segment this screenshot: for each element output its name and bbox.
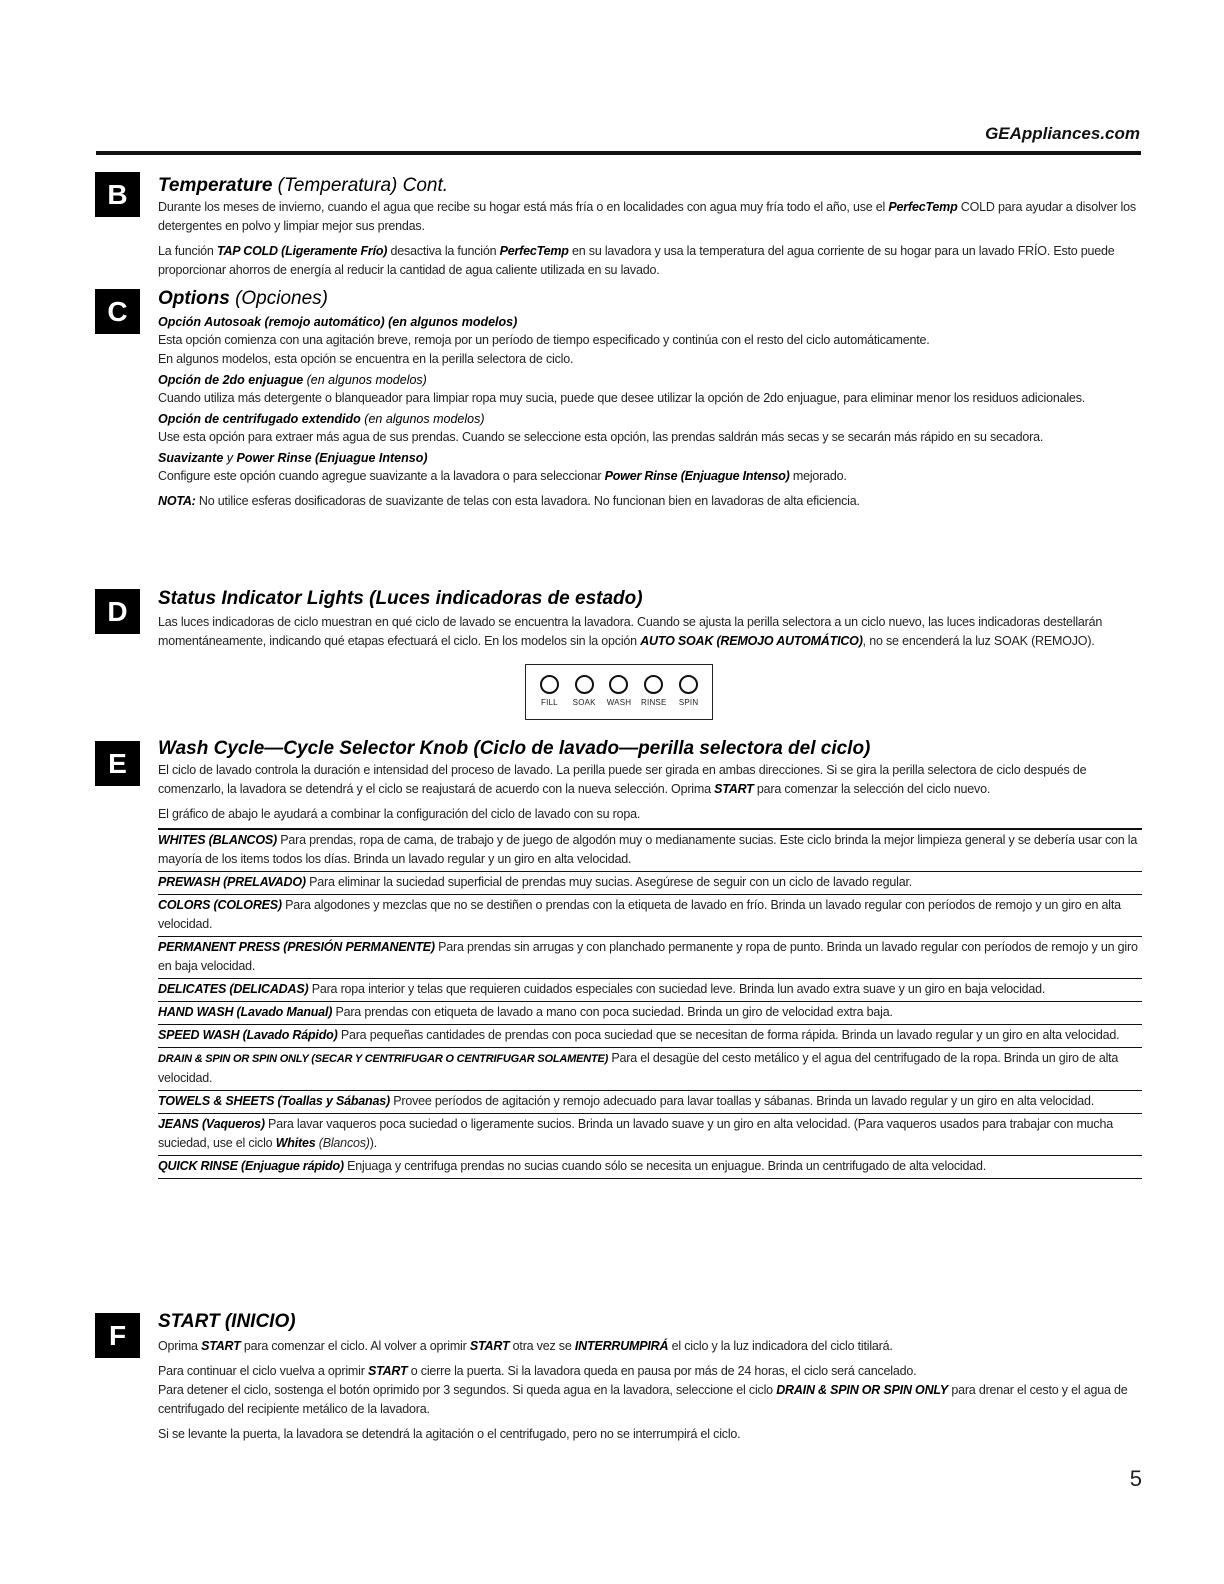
paragraph xyxy=(158,1381,1142,1419)
text: el ciclo y la luz indicadora del ciclo titilará. xyxy=(668,1339,893,1353)
text: o cierre la puerta. Si la lavadora queda en pausa por más de 24 horas, el ciclo será cancelado. xyxy=(407,1364,917,1378)
title-main: Options xyxy=(158,288,230,309)
cycle-row-permanent-press xyxy=(158,937,1142,979)
cycle-desc: Para el desagüe del cesto metálico y el agua del centrifugado de la ropa. Brinda un giro de alta velocidad. xyxy=(158,1051,1119,1085)
term: PerfecTemp xyxy=(888,200,958,214)
cycle-name: PREWASH (PRELAVADO) xyxy=(158,875,306,889)
cycle-name: TOWELS & SHEETS (Toallas y Sábanas) xyxy=(158,1094,390,1108)
text: Opción de 2do enjuague xyxy=(158,373,304,387)
cycle-name: DELICATES (DELICADAS) xyxy=(158,982,309,996)
cycle-name: DRAIN & SPIN OR SPIN ONLY (SECAR Y CENTRIFUGAR O CENTRIFUGAR SOLAMENTE) xyxy=(158,1053,609,1065)
cycle-desc: Para lavar vaqueros poca suciedad o ligeramente sucios. Brinda un lavado suave y un giro en alta velocidad. (Para vaqueros usados para trabajar con mucha suciedad, use el ciclo xyxy=(158,1117,1113,1150)
section-letter-d: D xyxy=(95,589,140,634)
paragraph xyxy=(158,198,1142,236)
cycle-desc: Para eliminar la suciedad superficial de prendas muy sucias. Asegúrese de seguir con un ciclo de lavado regular. xyxy=(305,875,913,889)
text: ). xyxy=(369,1136,378,1150)
cycle-row-speed-wash xyxy=(158,1025,1142,1048)
header-divider xyxy=(96,151,1141,155)
section-letter-b: B xyxy=(95,172,140,217)
indicator-light-icon xyxy=(679,675,698,694)
cycle-name: SPEED WASH (Lavado Rápido) xyxy=(158,1028,338,1042)
paragraph xyxy=(158,1337,1142,1356)
title-sub: (Opciones) xyxy=(235,288,328,309)
paragraph: Esta opción comienza con una agitación breve, remoja por un período de tiempo especificado y continúa con el resto del ciclo automáticamente. xyxy=(158,333,930,347)
indicator-soak xyxy=(568,675,600,707)
cycle-name: QUICK RINSE (Enjuague rápido) xyxy=(158,1159,344,1173)
text: , no se encenderá la luz SOAK (REMOJO). xyxy=(862,634,1095,648)
text: y xyxy=(223,451,237,465)
text: (Blancos) xyxy=(315,1136,370,1150)
cycle-desc: Para prendas sin arrugas y con planchado permanente y ropa de punto. Brinda un lavado regular con períodos de remojo y un giro en baja velocidad. xyxy=(158,940,1138,973)
text: (en algunos modelos) xyxy=(364,412,485,426)
text: para drenar el cesto y el agua de centrifugado del recipiente metálico de la lavadora. xyxy=(158,1383,1128,1416)
indicator-label: FILL xyxy=(540,698,558,707)
section-temperature xyxy=(158,174,1142,280)
cycle-row-colors xyxy=(158,895,1142,937)
text: Suavizante xyxy=(158,451,224,465)
cycle-row-delicates xyxy=(158,979,1142,1002)
indicator-label: WASH xyxy=(606,698,632,707)
paragraph xyxy=(158,761,1142,799)
text: Oprima xyxy=(158,1339,202,1353)
indicator-light-icon xyxy=(609,675,628,694)
cycle-row-whites xyxy=(158,830,1142,872)
cycle-row-hand-wash xyxy=(158,1002,1142,1025)
text: desactiva la función xyxy=(387,244,500,258)
cycle-name: WHITES (BLANCOS) xyxy=(158,833,278,847)
paragraph: Cuando utiliza más detergente o blanqueador para limpiar ropa muy sucia, puede que desee utilizar la opción de 2do enjuague, para eliminar menor los residuos adicionales. xyxy=(158,391,1086,405)
paragraph: El gráfico de abajo le ayudará a combinar la configuración del ciclo de lavado con su ropa. xyxy=(158,807,641,821)
term: TAP COLD (Ligeramente Frío) xyxy=(216,244,388,258)
term: AUTO SOAK (REMOJO AUTOMÁTICO) xyxy=(640,634,863,648)
section-options xyxy=(158,287,1142,511)
section-wash-cycle xyxy=(158,737,1142,1179)
section-title xyxy=(158,174,1142,198)
indicator-fill xyxy=(533,675,565,707)
cycle-desc: Provee períodos de agitación y remojo adecuado para lavar toallas y sábanas. Brinda un lavado regular y un giro en alta velocidad. xyxy=(389,1094,1095,1108)
cycle-table xyxy=(158,828,1142,1179)
section-letter-c: C xyxy=(95,289,140,334)
cycle-desc: Para ropa interior y telas que requieren cuidados especiales con suciedad leve. Brinda lun avado extra suave y un giro en baja velocidad. xyxy=(308,982,1046,996)
text: para comenzar la selección del ciclo nuevo. xyxy=(753,782,991,796)
cycle-row-prewash xyxy=(158,872,1142,895)
paragraph: Si se levante la puerta, la lavadora se detendrá la agitación o el centrifugado, pero no se interrumpirá el ciclo. xyxy=(158,1427,741,1441)
indicator-label: RINSE xyxy=(641,698,667,707)
section-title: START (INICIO) xyxy=(158,1311,296,1332)
indicator-label: SOAK xyxy=(572,698,596,707)
text: para comenzar el ciclo. Al volver a oprimir xyxy=(240,1339,470,1353)
cycle-desc: Enjuaga y centrifuga prendas no sucias cuando sólo se necesita un enjuague. Brinda un centrifugado de alta velocidad. xyxy=(343,1159,987,1173)
title-sub: (Temperatura) Cont. xyxy=(277,175,449,196)
cycle-row-quick-rinse xyxy=(158,1156,1142,1179)
note-label: NOTA: xyxy=(158,494,196,508)
section-title xyxy=(158,287,1142,311)
section-start xyxy=(158,1310,1142,1444)
indicator-rinse xyxy=(638,675,670,707)
term: START xyxy=(201,1339,241,1353)
paragraph xyxy=(158,467,1142,486)
option-title xyxy=(158,450,1142,467)
cycle-row-jeans xyxy=(158,1114,1142,1156)
cycle-desc: Para prendas, ropa de cama, de trabajo y de juego de algodón muy o medianamente sucias. Este ciclo brinda la mejor limpieza general y se debería usar con la mayoría de los items todos los días. Brinda un lavado regular y un giro en alta velocidad. xyxy=(158,833,1138,866)
cycle-desc: Para pequeñas cantidades de prendas con poca suciedad que se necesitan de forma rápida. Brinda un lavado regular y un giro en alta velocidad. xyxy=(337,1028,1120,1042)
paragraph xyxy=(158,1362,1142,1381)
status-indicator-panel xyxy=(525,664,713,720)
section-title: Wash Cycle—Cycle Selector Knob (Ciclo de lavado—perilla selectora del ciclo) xyxy=(158,738,871,759)
paragraph: Use esta opción para extraer más agua de sus prendas. Cuando se seleccione esta opción, las prendas saldrán más secas y se secarán más rápido en su secadora. xyxy=(158,430,1044,444)
term: START xyxy=(714,782,754,796)
paragraph xyxy=(158,613,1108,651)
term: Power Rinse (Enjuague Intenso) xyxy=(604,469,790,483)
term: DRAIN & SPIN OR SPIN ONLY xyxy=(776,1383,949,1397)
text: otra vez se xyxy=(509,1339,575,1353)
text: Power Rinse (Enjuague Intenso) xyxy=(236,451,428,465)
text: El ciclo de lavado controla la duración e intensidad del proceso de lavado. La perilla puede ser girada en ambas direcciones. Si se gira la perilla selectora de ciclo después de comenzarlo, la lavadora se detendrá y el ciclo se reajustará de acuerdo con la nueva selección. Oprima xyxy=(158,763,1087,796)
indicator-label: SPIN xyxy=(678,698,699,707)
cycle-row-towels-sheets xyxy=(158,1091,1142,1114)
text: Durante los meses de invierno, cuando el agua que recibe su hogar está más fría o en localidades con agua muy fría todo el año, use el xyxy=(158,200,889,214)
text: Las luces indicadoras de ciclo muestran en qué ciclo de lavado se encuentra la lavadora. Cuando se ajusta la perilla selectora a un ciclo nuevo, las luces indicadoras destellarán momentáneamente, indicando qué etapas efectuará el ciclo. En los modelos sin la opción xyxy=(158,615,1103,648)
text: La función xyxy=(158,244,217,258)
title-main: Temperature xyxy=(158,175,273,196)
term: INTERRUMPIRÁ xyxy=(574,1339,669,1353)
section-letter-e: E xyxy=(95,741,140,786)
text: mejorado. xyxy=(789,469,847,483)
paragraph: En algunos modelos, esta opción se encuentra en la perilla selectora de ciclo. xyxy=(158,352,574,366)
page-number: 5 xyxy=(1129,1466,1142,1491)
text: Opción de centrifugado extendido xyxy=(158,412,361,426)
cycle-desc: Para algodones y mezclas que no se destiñen o prendas con la etiqueta de lavado en frío. Brinda un lavado regular con períodos de remojo y un giro en alta velocidad. xyxy=(158,898,1121,931)
cycle-name: HAND WASH (Lavado Manual) xyxy=(158,1005,333,1019)
text: Configure este opción cuando agregue suavizante a la lavadora o para seleccionar xyxy=(158,469,605,483)
cycle-desc: Para prendas con etiqueta de lavado a mano con poca suciedad. Brinda un giro de velocidad extra baja. xyxy=(332,1005,893,1019)
term: START xyxy=(367,1364,408,1378)
text: (en algunos modelos) xyxy=(306,373,427,387)
indicator-light-icon xyxy=(540,675,559,694)
indicator-spin xyxy=(673,675,705,707)
indicator-light-icon xyxy=(575,675,594,694)
cycle-name: COLORS (COLORES) xyxy=(158,898,282,912)
cycle-name: JEANS (Vaqueros) xyxy=(158,1117,265,1131)
paragraph xyxy=(158,242,1142,280)
term: START xyxy=(469,1339,510,1353)
cycle-row-drain-spin xyxy=(158,1048,1142,1091)
option-title: Opción Autosoak (remojo automático) (en algunos modelos) xyxy=(158,315,518,329)
indicator-light-icon xyxy=(644,675,663,694)
text: en su lavadora y usa la temperatura del agua corriente de su hogar para un lavado FRÍO. Esto puede proporcionar ahorros de energía al reducir la cantidad de agua caliente utilizada en su lavado. xyxy=(158,244,1115,277)
option-title xyxy=(158,411,1142,428)
text: Para continuar el ciclo vuelva a oprimir xyxy=(158,1364,368,1378)
note xyxy=(158,492,1142,511)
option-title xyxy=(158,372,1142,389)
text: Para detener el ciclo, sostenga el botón oprimido por 3 segundos. Si queda agua en la lavadora, seleccione el ciclo xyxy=(158,1383,777,1397)
term: PerfecTemp xyxy=(499,244,569,258)
text: COLD para ayudar a disolver los detergentes en polvo y limpiar mejor sus prendas. xyxy=(158,200,1136,233)
section-title: Status Indicator Lights (Luces indicadoras de estado) xyxy=(158,588,643,609)
cycle-name: PERMANENT PRESS (PRESIÓN PERMANENTE) xyxy=(158,940,435,954)
section-status-lights xyxy=(158,587,1142,651)
indicator-wash xyxy=(603,675,635,707)
section-letter-f: F xyxy=(95,1313,140,1358)
text: No utilice esferas dosificadoras de suavizante de telas con esta lavadora. No funcionan bien en lavadoras de alta eficiencia. xyxy=(195,494,860,508)
site-url: GEAppliances.com xyxy=(985,124,1140,143)
term: Whites xyxy=(275,1136,316,1150)
